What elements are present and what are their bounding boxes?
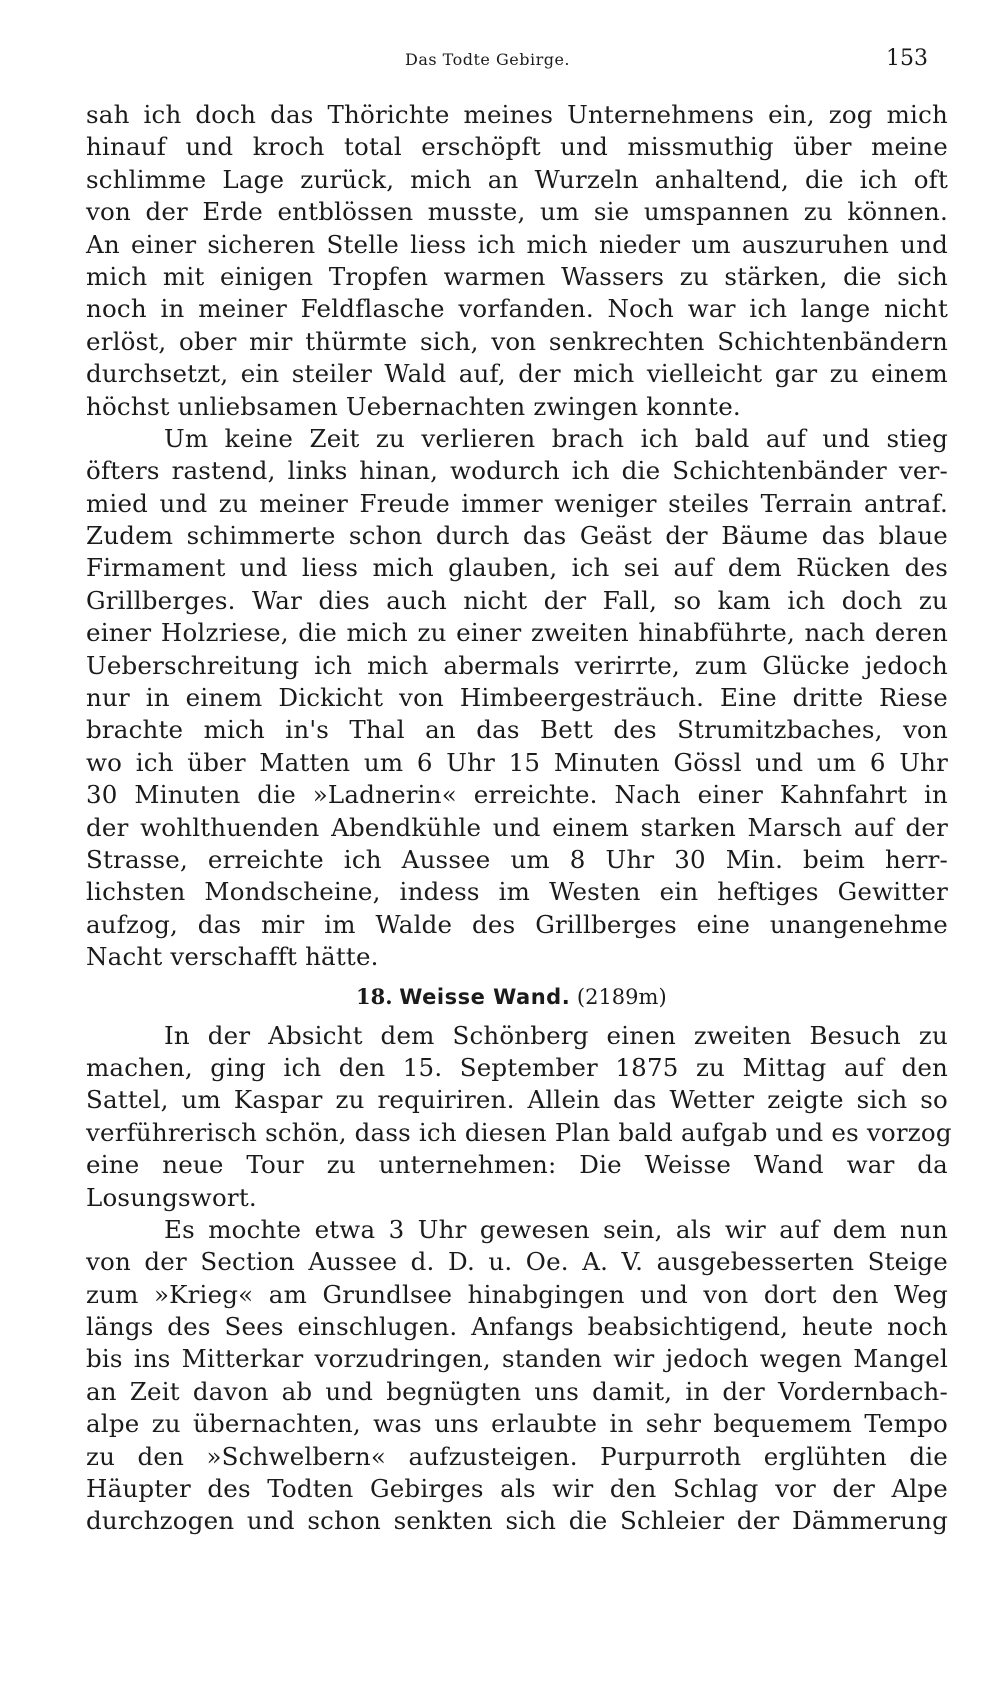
text-line: erlöst, ober mir thürmte sich, von senkrechten Schichtenbändern — [86, 326, 948, 356]
text-line: brachte mich in's Thal an das Bett des Strumitzbaches, von — [86, 715, 948, 745]
text-line: An einer sicheren Stelle liess ich mich nieder um auszuruhen und — [86, 229, 948, 259]
body-text — [86, 99, 952, 1538]
text-line: höchst unliebsamen Uebernachten zwingen konnte. — [86, 391, 741, 421]
paragraph — [86, 1214, 948, 1538]
text-line: von der Section Aussee d. D. u. Oe. A. V. ausgebesserten Steige — [86, 1247, 948, 1277]
text-line: Firmament und liess mich glauben, ich sei auf dem Rücken des — [86, 553, 948, 583]
page-number: 153 — [886, 46, 928, 71]
text-line: bis ins Mitterkar vorzudringen, standen wir jedoch wegen Mangel — [86, 1344, 948, 1374]
text-line: noch in meiner Feldflasche vorfanden. Noch war ich lange nicht — [86, 294, 948, 324]
paragraph — [86, 423, 948, 974]
text-line: einer Holzriese, die mich zu einer zweiten hinabführte, nach deren — [86, 618, 948, 648]
text-line: an Zeit davon ab und begnügten uns damit, in der Vordernbach- — [86, 1376, 948, 1406]
text-line: wo ich über Matten um 6 Uhr 15 Minuten Gössl und um 6 Uhr — [86, 747, 948, 777]
text-line: alpe zu übernachten, was uns erlaubte in sehr bequemem Tempo — [86, 1409, 948, 1439]
text-line: 30 Minuten die »Ladnerin« erreichte. Nach einer Kahnfahrt in — [86, 780, 948, 810]
text-line: Strasse, erreichte ich Aussee um 8 Uhr 30 Min. beim herr- — [86, 844, 948, 874]
section-number: 18. — [356, 983, 393, 1009]
text-line: verführerisch schön, dass ich diesen Plan bald aufgab und es vorzog — [86, 1117, 952, 1147]
section-altitude: (2189m) — [576, 984, 667, 1009]
text-line: zum »Krieg« am Grundlsee hinabgingen und von dort den Weg — [86, 1279, 948, 1309]
text-line: Ueberschreitung ich mich abermals verirrte, zum Glücke jedoch — [86, 650, 948, 680]
text-line: durchsetzt, ein steiler Wald auf, der mich vielleicht gar zu einem — [86, 359, 948, 389]
text-line: Grillberges. War dies auch nicht der Fall, so kam ich doch zu — [86, 585, 948, 615]
running-title: Das Todte Gebirge. — [405, 50, 571, 69]
text-line: Losungswort. — [86, 1182, 257, 1212]
section-title: Weisse Wand. — [399, 984, 571, 1009]
text-line: Sattel, um Kaspar zu requiriren. Allein das Wetter zeigte sich so — [86, 1085, 948, 1115]
text-line: Zudem schimmerte schon durch das Geäst der Bäume das blaue — [86, 521, 948, 551]
text-line: mied und zu meiner Freude immer weniger steiles Terrain antraf. — [86, 488, 948, 518]
text-line: von der Erde entblössen musste, um sie umspannen zu können. — [86, 197, 948, 227]
text-line: der wohlthuenden Abendkühle und einem starken Marsch auf der — [86, 812, 948, 842]
text-line: schlimme Lage zurück, mich an Wurzeln anhaltend, die ich oft — [86, 164, 948, 194]
text-line: mich mit einigen Tropfen warmen Wassers zu stärken, die sich — [86, 261, 948, 291]
text-line: aufzog, das mir im Walde des Grillberges eine unangenehme — [86, 909, 948, 939]
text-line: Häupter des Todten Gebirges als wir den Schlag vor der Alpe — [86, 1474, 948, 1504]
text-line: nur in einem Dickicht von Himbeergesträuch. Eine dritte Riese — [86, 683, 948, 713]
text-line: Nacht verschafft hätte. — [86, 942, 379, 972]
paragraph — [86, 99, 948, 423]
text-line: Um keine Zeit zu verlieren brach ich bald auf und stieg — [164, 423, 948, 453]
text-line: eine neue Tour zu unternehmen: Die Weisse Wand war da — [86, 1150, 948, 1180]
text-line: lichsten Mondscheine, indess im Westen ein heftiges Gewitter — [86, 877, 948, 907]
section-heading — [86, 974, 948, 1020]
text-line: zu den »Schwelbern« aufzusteigen. Purpurroth erglühten die — [86, 1441, 948, 1471]
text-line: machen, ging ich den 15. September 1875 zu Mittag auf den — [86, 1052, 948, 1082]
text-line: durchzogen und schon senkten sich die Schleier der Dämmerung — [86, 1506, 948, 1536]
text-line: In der Absicht dem Schönberg einen zweiten Besuch zu — [164, 1020, 948, 1050]
text-line: hinauf und kroch total erschöpft und missmuthig über meine — [86, 132, 948, 162]
text-line: Es mochte etwa 3 Uhr gewesen sein, als wir auf dem nun — [164, 1214, 948, 1244]
text-line: öfters rastend, links hinan, wodurch ich die Schichtenbänder ver- — [86, 456, 948, 486]
paragraph — [86, 1020, 952, 1214]
text-line: längs des Sees einschlugen. Anfangs beabsichtigend, heute noch — [86, 1312, 948, 1342]
text-line: sah ich doch das Thörichte meines Unternehmens ein, zog mich — [86, 100, 948, 129]
